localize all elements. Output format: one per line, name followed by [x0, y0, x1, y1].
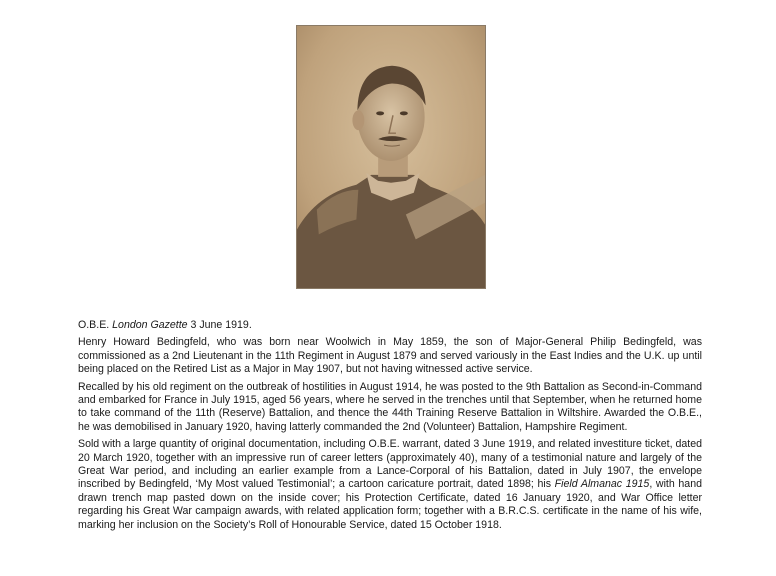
award-heading: [78, 319, 702, 332]
documentation-text-2: , with hand drawn trench map pasted down on the inside cover; his Protection Certificate, dated 16 January 1920, and War Office letter regarding his Great War campaign awards, with related application form; together with a B.R.C.S. certificate in the name of his wife, marking her inclusion on the Society’s Roll of Honourable Service, dated 15 October 1918.: [78, 478, 702, 531]
service-paragraph: Recalled by his old regiment on the outbreak of hostilities in August 1914, he was posted to the 9th Battalion as Second-in-Command and embarked for France in July 1915, aged 56 years, where he served in the trenches until that September, when he returned home to take command of the 11th (Reserve) Battalion, and thence the 44th Training Reserve Battalion in Wiltshire. Awarded the O.B.E., he was demobilised in January 1920, having latterly commanded the 2nd (Volunteer) Battalion, Hampshire Regiment.: [78, 380, 702, 433]
award-prefix: O.B.E.: [78, 319, 113, 331]
portrait-image: [297, 26, 485, 288]
almanac-title: Field Almanac 1915: [554, 478, 650, 491]
biography-paragraph: Henry Howard Bedingfeld, who was born near Woolwich in May 1859, the son of Major-General Philip Bedingfeld, was commissioned as a 2nd Lieutenant in the 11th Regiment in August 1879 and served variously in the East Indies and the U.K. up until being placed on the Retired List as a Major in May 1907, but not having witnessed active service.: [78, 336, 702, 376]
documentation-paragraph: [78, 438, 702, 532]
documentation-text-1: Sold with a large quantity of original documentation, including O.B.E. warrant, dated 3 June 1919, and related investiture ticket, dated 20 March 1920, together with an impressive run of career letters (approximately 40), many of a testimonial nature and largely of the Great War period, and including an earlier example from a Lance-Corporal of his Battalion, dated in July 1907, the envelope inscribed by Bedingfeld, ‘My Most valued Testimonial’; a cartoon caricature portrait, dated 1898; his: [78, 438, 702, 491]
gazette-name: London Gazette: [112, 319, 188, 331]
portrait-photograph: [296, 25, 486, 289]
document-text: [78, 319, 702, 536]
gazette-date: 3 June 1919.: [187, 319, 252, 331]
